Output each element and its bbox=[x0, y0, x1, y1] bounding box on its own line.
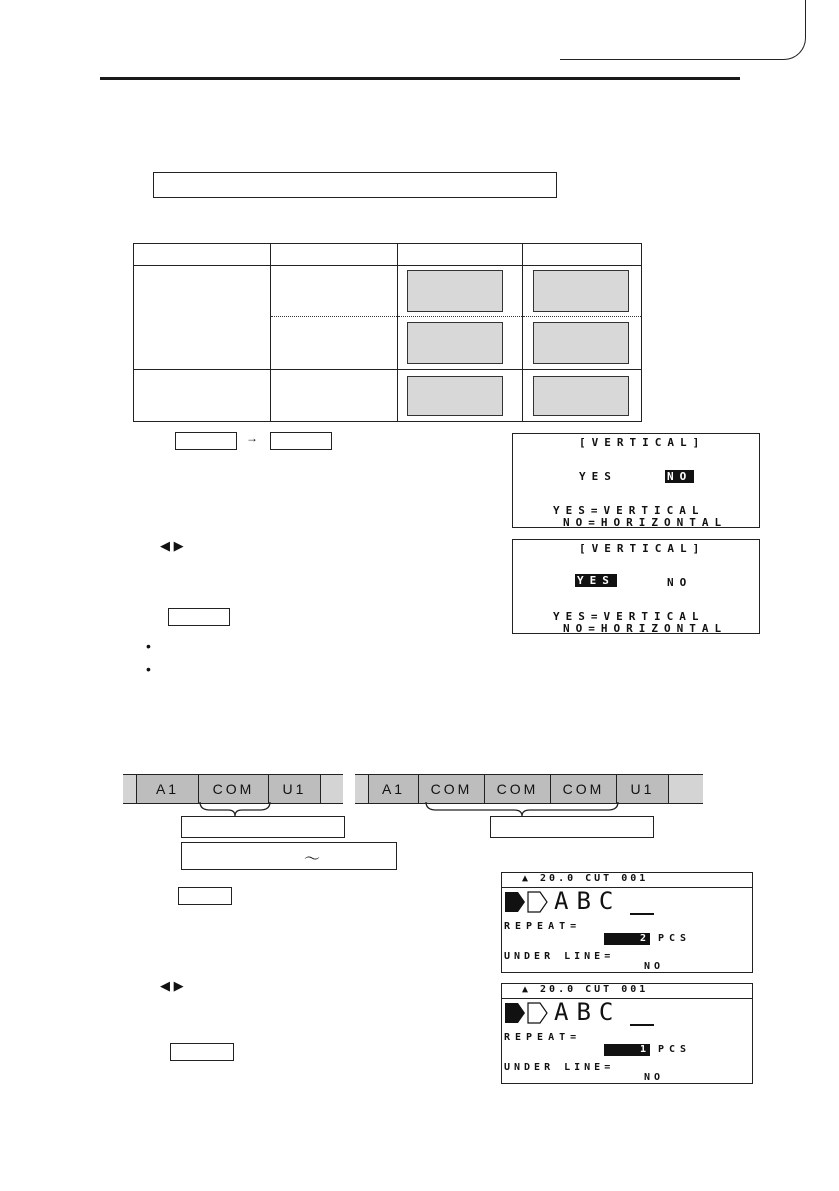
lcd-yes: YES bbox=[579, 470, 617, 483]
lcd-underline-value: NO bbox=[644, 961, 665, 972]
table-cell bbox=[271, 266, 398, 370]
key-button-2[interactable] bbox=[270, 432, 332, 450]
preview-box bbox=[407, 270, 503, 312]
lcd-title: [VERTICAL] bbox=[579, 436, 706, 449]
tape-cell bbox=[321, 775, 343, 803]
repeat-value-text: 1 bbox=[639, 1044, 646, 1055]
tape-cell: COM bbox=[485, 775, 551, 803]
preview-box bbox=[533, 376, 629, 416]
cursor bbox=[630, 1024, 654, 1026]
lcd-repeat-label: REPEAT= bbox=[504, 1032, 582, 1043]
tape-cell: A1 bbox=[369, 775, 419, 803]
lcd-unit: PCS bbox=[658, 933, 692, 944]
tape-cell bbox=[355, 775, 369, 803]
tape-end-icon bbox=[504, 1002, 550, 1024]
table-cell bbox=[271, 370, 398, 422]
bullet: • bbox=[146, 661, 151, 677]
lcd-unit: PCS bbox=[658, 1044, 692, 1055]
lcd-title: [VERTICAL] bbox=[579, 542, 706, 555]
tape-cell bbox=[123, 775, 137, 803]
table-header-cell bbox=[398, 244, 523, 266]
table-header-cell bbox=[271, 244, 398, 266]
key-button-1[interactable] bbox=[175, 432, 237, 450]
lcd-text: ABC bbox=[554, 998, 622, 1026]
lcd-no-selected: NO bbox=[667, 470, 693, 483]
arrow-right-icon: → bbox=[246, 431, 258, 445]
lcd-text: ABC bbox=[554, 887, 622, 915]
lcd-legend-no: NO=HORIZONTAL bbox=[563, 622, 728, 635]
lcd-legend-yes: YES=VERTICAL bbox=[553, 610, 705, 623]
tape-cell: COM bbox=[551, 775, 617, 803]
lcd-repeat-value bbox=[604, 933, 650, 945]
lcd-repeat-1 bbox=[501, 983, 753, 1084]
preview-box bbox=[533, 270, 629, 312]
table-cell bbox=[134, 266, 271, 370]
lcd-repeat-label: REPEAT= bbox=[504, 921, 582, 932]
caption-box-left bbox=[181, 816, 345, 838]
left-right-keys-icon: ◀ ▶ bbox=[160, 538, 184, 553]
tape-cell: COM bbox=[419, 775, 485, 803]
lcd-vertical-yes bbox=[512, 539, 760, 634]
left-right-keys-icon: ◀ ▶ bbox=[160, 978, 184, 993]
lcd-vertical-no bbox=[512, 433, 760, 528]
section-heading-box bbox=[153, 172, 557, 198]
preview-box bbox=[407, 322, 503, 364]
cursor bbox=[630, 913, 654, 915]
lcd-yes-selected: YES bbox=[577, 574, 615, 587]
tape-cell: U1 bbox=[617, 775, 669, 803]
repeat-value-text: 2 bbox=[639, 933, 646, 944]
table-header-cell bbox=[134, 244, 271, 266]
lcd-no: NO bbox=[667, 576, 693, 589]
caption-box-range bbox=[181, 842, 397, 870]
table-header-cell bbox=[523, 244, 642, 266]
page-corner-edge bbox=[560, 0, 806, 60]
tape-cell bbox=[669, 775, 703, 803]
lcd-legend-yes: YES=VERTICAL bbox=[553, 504, 705, 517]
tape-cell: A1 bbox=[137, 775, 199, 803]
tape-cell: COM bbox=[199, 775, 269, 803]
key-button-4[interactable] bbox=[178, 887, 232, 905]
lcd-status-line: ▲ 20.0 CUT 001 bbox=[522, 984, 649, 995]
lcd-legend-no: NO=HORIZONTAL bbox=[563, 516, 728, 529]
key-button-5[interactable] bbox=[170, 1043, 234, 1061]
lcd-underline-label: UNDER LINE= bbox=[504, 951, 615, 962]
tape-end-icon bbox=[504, 891, 550, 913]
bullet: • bbox=[146, 638, 151, 654]
lcd-repeat-2 bbox=[501, 872, 753, 973]
lcd-status-line: ▲ 20.0 CUT 001 bbox=[522, 873, 649, 884]
caption-box-right bbox=[490, 816, 654, 838]
lcd-underline-value: NO bbox=[644, 1072, 665, 1083]
lcd-repeat-value bbox=[604, 1044, 650, 1056]
key-button-3[interactable] bbox=[168, 608, 230, 626]
table-cell bbox=[134, 370, 271, 422]
preview-box bbox=[407, 376, 503, 416]
tilde-glyph: ～ bbox=[304, 851, 321, 868]
tape-cell: U1 bbox=[269, 775, 321, 803]
preview-box bbox=[533, 322, 629, 364]
lcd-underline-label: UNDER LINE= bbox=[504, 1062, 615, 1073]
header-rule bbox=[100, 77, 740, 80]
